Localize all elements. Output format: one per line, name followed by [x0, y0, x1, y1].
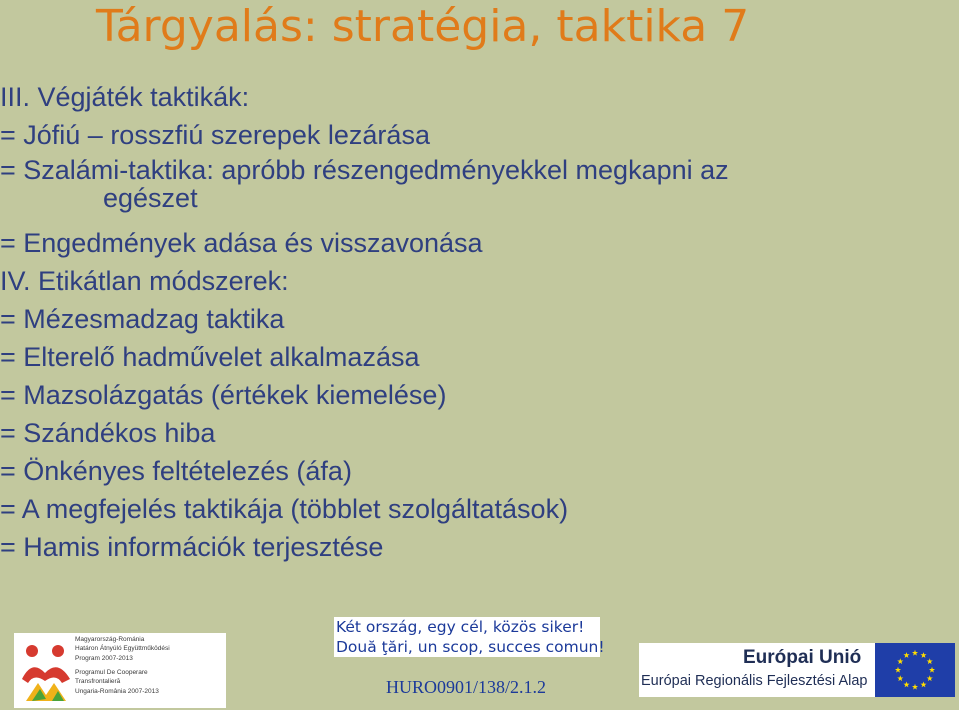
program-logo-line: Programul De Cooperare	[75, 669, 148, 676]
program-logo-line: Határon Átnyúló Együttműködési	[75, 645, 170, 653]
program-logo-text-ro	[75, 668, 159, 696]
eu-star-icon	[912, 684, 918, 690]
bullet-diversion: = Elterelő hadművelet alkalmazása	[0, 342, 420, 372]
program-logo-line: Program 2007-2013	[75, 654, 133, 662]
bullet-concessions: = Engedmények adása és visszavonása	[0, 228, 483, 258]
section-heading-endgame: III. Végjáték taktikák:	[0, 82, 250, 112]
slogan-romanian: Două ţări, un scop, succes comun!	[336, 638, 605, 656]
eu-star-icon	[897, 658, 903, 664]
eu-logo-subtitle: Európai Regionális Fejlesztési Alap	[641, 673, 868, 689]
eu-star-icon	[927, 675, 933, 681]
bullet-good-cop-bad-cop: = Jófiú – rosszfiú szerepek lezárása	[0, 120, 430, 150]
slogan-hungarian: Két ország, egy cél, közös siker!	[336, 618, 585, 636]
eu-star-icon	[927, 658, 933, 664]
project-code: HURO0901/138/2.1.2	[386, 677, 547, 697]
eu-star-icon	[903, 652, 909, 658]
eu-stars-ring	[875, 643, 955, 697]
eu-star-icon	[903, 682, 909, 688]
eu-star-icon	[920, 682, 926, 688]
bullet-cherry-picking: = Mazsolázgatás (értékek kiemelése)	[0, 380, 447, 410]
bullet-arbitrary-assumption: = Önkényes feltételezés (áfa)	[0, 456, 352, 486]
bullet-deliberate-error: = Szándékos hiba	[0, 418, 216, 448]
bullet-false-information: = Hamis információk terjesztése	[0, 532, 384, 562]
bullet-topping-tactic: = A megfejelés taktikája (többlet szolgáltatások)	[0, 494, 569, 524]
program-logo-text-hu	[75, 635, 170, 663]
eu-star-icon	[929, 667, 935, 673]
program-logo	[14, 633, 226, 708]
eu-star-icon	[912, 650, 918, 656]
section-heading-unethical: IV. Etikátlan módszerek:	[0, 266, 289, 296]
bullet-honey-string: = Mézesmadzag taktika	[0, 304, 285, 334]
eu-logo-title: Európai Unió	[743, 647, 862, 668]
footer-slogan	[334, 617, 605, 657]
eu-star-icon	[920, 652, 926, 658]
eu-star-icon	[897, 675, 903, 681]
bullet-salami-tactic-continued: egészet	[103, 183, 198, 213]
eu-star-icon	[895, 667, 901, 673]
slide-title: Tárgyalás: stratégia, taktika 7	[96, 1, 750, 52]
slide-body	[0, 78, 940, 566]
program-logo-line: Ungaria-România 2007-2013	[75, 687, 159, 695]
program-logo-line: Transfrontalieră	[75, 678, 121, 686]
program-logo-line: Magyarország-Románia	[75, 636, 145, 643]
eu-logo	[639, 643, 955, 697]
bullet-salami-tactic: = Szalámi-taktika: apróbb részengedményekkel megkapni az	[0, 155, 729, 185]
program-logo-icon	[18, 639, 74, 701]
eu-flag-icon	[875, 643, 955, 697]
